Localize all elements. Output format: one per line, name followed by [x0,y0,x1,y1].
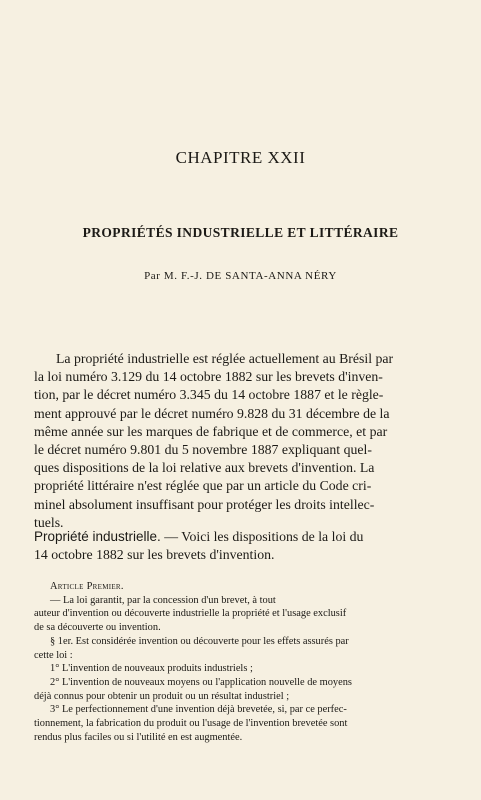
law-line: 1° L'invention de nouveaux produits industriels ; [50,663,253,675]
law-line: 2° L'invention de nouveaux moyens ou l'application nouvelle de moyens [50,676,352,688]
subsection-text: — Voici les dispositions de la loi du [160,529,364,544]
subsection-heading: Propriété industrielle. [34,529,161,544]
intro-line: même année sur les marques de fabrique et de commerce, et par [34,423,388,439]
subsection-line: 14 octobre 1882 sur les brevets d'invention. [34,547,275,563]
law-line: 3° Le perfectionnement d'une invention déjà brevetée, si, par ce perfec- [50,704,347,716]
intro-line: tuels. [34,514,64,530]
intro-line: tion, par le décret numéro 3.345 du 14 octobre 1887 et le règle- [34,387,384,403]
chapter-heading: CHAPITRE XXII [175,148,306,167]
law-line: tionnement, la fabrication du produit ou l'usage de l'invention brevetée sont [34,718,348,730]
intro-line: minel absolument insuffisant pour protéger les droits intellec- [34,496,375,512]
law-line: de sa découverte ou invention. [34,622,161,634]
subsection-line [34,528,434,546]
section-title: PROPRIÉTÉS INDUSTRIELLE ET LITTÉRAIRE [82,225,399,240]
author-byline: Par M. F.-J. DE SANTA-ANNA NÉRY [144,270,337,282]
intro-line: la loi numéro 3.129 du 14 octobre 1882 sur les brevets d'inven- [34,369,383,385]
law-line: auteur d'invention ou découverte industrielle la propriété et l'usage exclusif [34,608,347,620]
law-line: déjà connus pour obtenir un produit ou un résultat industriel ; [34,690,290,702]
intro-paragraph [34,350,434,532]
intro-line: propriété littéraire n'est réglée que par un article du Code cri- [34,478,372,494]
intro-line: La propriété industrielle est réglée actuellement au Brésil par [56,351,394,366]
intro-line: ment approuvé par le décret numéro 9.828 du 31 décembre de la [34,405,390,421]
law-text-fragment: — La loi garantit, par la concession d'un brevet, à tout [50,594,276,606]
intro-line: le décret numéro 9.801 du 5 novembre 1887 expliquant quel- [34,442,372,458]
intro-line: ques dispositions de la loi relative aux brevets d'invention. La [34,460,375,476]
subsection-paragraph [34,528,434,564]
article-label: Article Premier. [50,581,124,592]
law-line: rendus plus faciles ou si l'utilité en est augmentée. [34,731,243,743]
law-text [34,580,434,744]
law-line: § 1er. Est considérée invention ou découverte pour les effets assurés par [50,635,349,647]
law-line [34,580,434,607]
law-line: cette loi : [34,649,73,661]
